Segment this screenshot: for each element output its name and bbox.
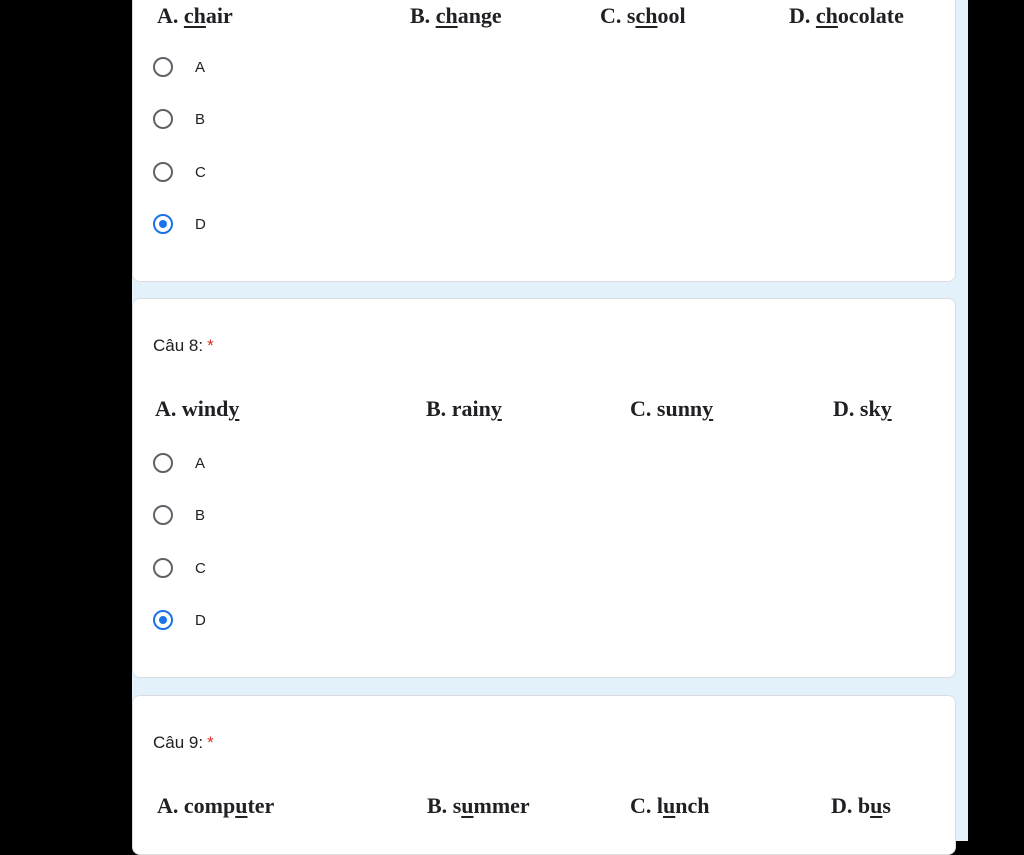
radio-option-c[interactable]: [153, 157, 206, 187]
radio-button[interactable]: [153, 57, 173, 77]
question-title: Câu 8: *: [153, 336, 214, 355]
radio-option-d[interactable]: [153, 209, 206, 239]
radio-label: D: [195, 611, 206, 629]
option-word-d: D. chocolate: [789, 3, 904, 28]
question-card-9: [132, 695, 956, 855]
radio-option-b[interactable]: [153, 104, 205, 134]
radio-label: C: [195, 163, 206, 181]
option-word-a: A. chair: [157, 3, 233, 28]
required-asterisk: *: [207, 733, 214, 752]
radio-button[interactable]: [153, 453, 173, 473]
question-card-8: [132, 298, 956, 678]
option-word-a: A. computer: [157, 793, 275, 818]
option-word-b: B. change: [410, 3, 502, 28]
radio-label: B: [195, 110, 206, 128]
radio-button-selected[interactable]: [153, 214, 173, 234]
radio-button[interactable]: [153, 109, 173, 129]
radio-button[interactable]: [153, 162, 173, 182]
radio-button[interactable]: [153, 505, 173, 525]
radio-label: A: [195, 454, 206, 472]
radio-label: C: [195, 559, 206, 577]
radio-option-d[interactable]: [153, 605, 206, 635]
radio-label: B: [195, 506, 206, 524]
option-word-d: D. sky: [833, 396, 892, 421]
radio-label: A: [195, 58, 206, 76]
option-word-a: A. windy: [155, 396, 240, 421]
option-word-c: C. lunch: [630, 793, 710, 818]
radio-option-b[interactable]: [153, 500, 205, 530]
option-word-c: C. sunny: [630, 396, 714, 421]
question-card-7: [132, 0, 956, 282]
required-asterisk: *: [207, 336, 214, 355]
radio-button[interactable]: [153, 558, 173, 578]
radio-label: D: [195, 215, 206, 233]
option-word-b: B. summer: [427, 793, 530, 818]
option-word-c: C. school: [600, 3, 686, 28]
radio-option-c[interactable]: [153, 553, 206, 583]
option-word-b: B. rainy: [426, 396, 502, 421]
radio-button-selected[interactable]: [153, 610, 173, 630]
radio-option-a[interactable]: [153, 52, 205, 82]
option-word-d: D. bus: [831, 793, 891, 818]
question-title: Câu 9: *: [153, 733, 214, 752]
radio-option-a[interactable]: [153, 448, 205, 478]
